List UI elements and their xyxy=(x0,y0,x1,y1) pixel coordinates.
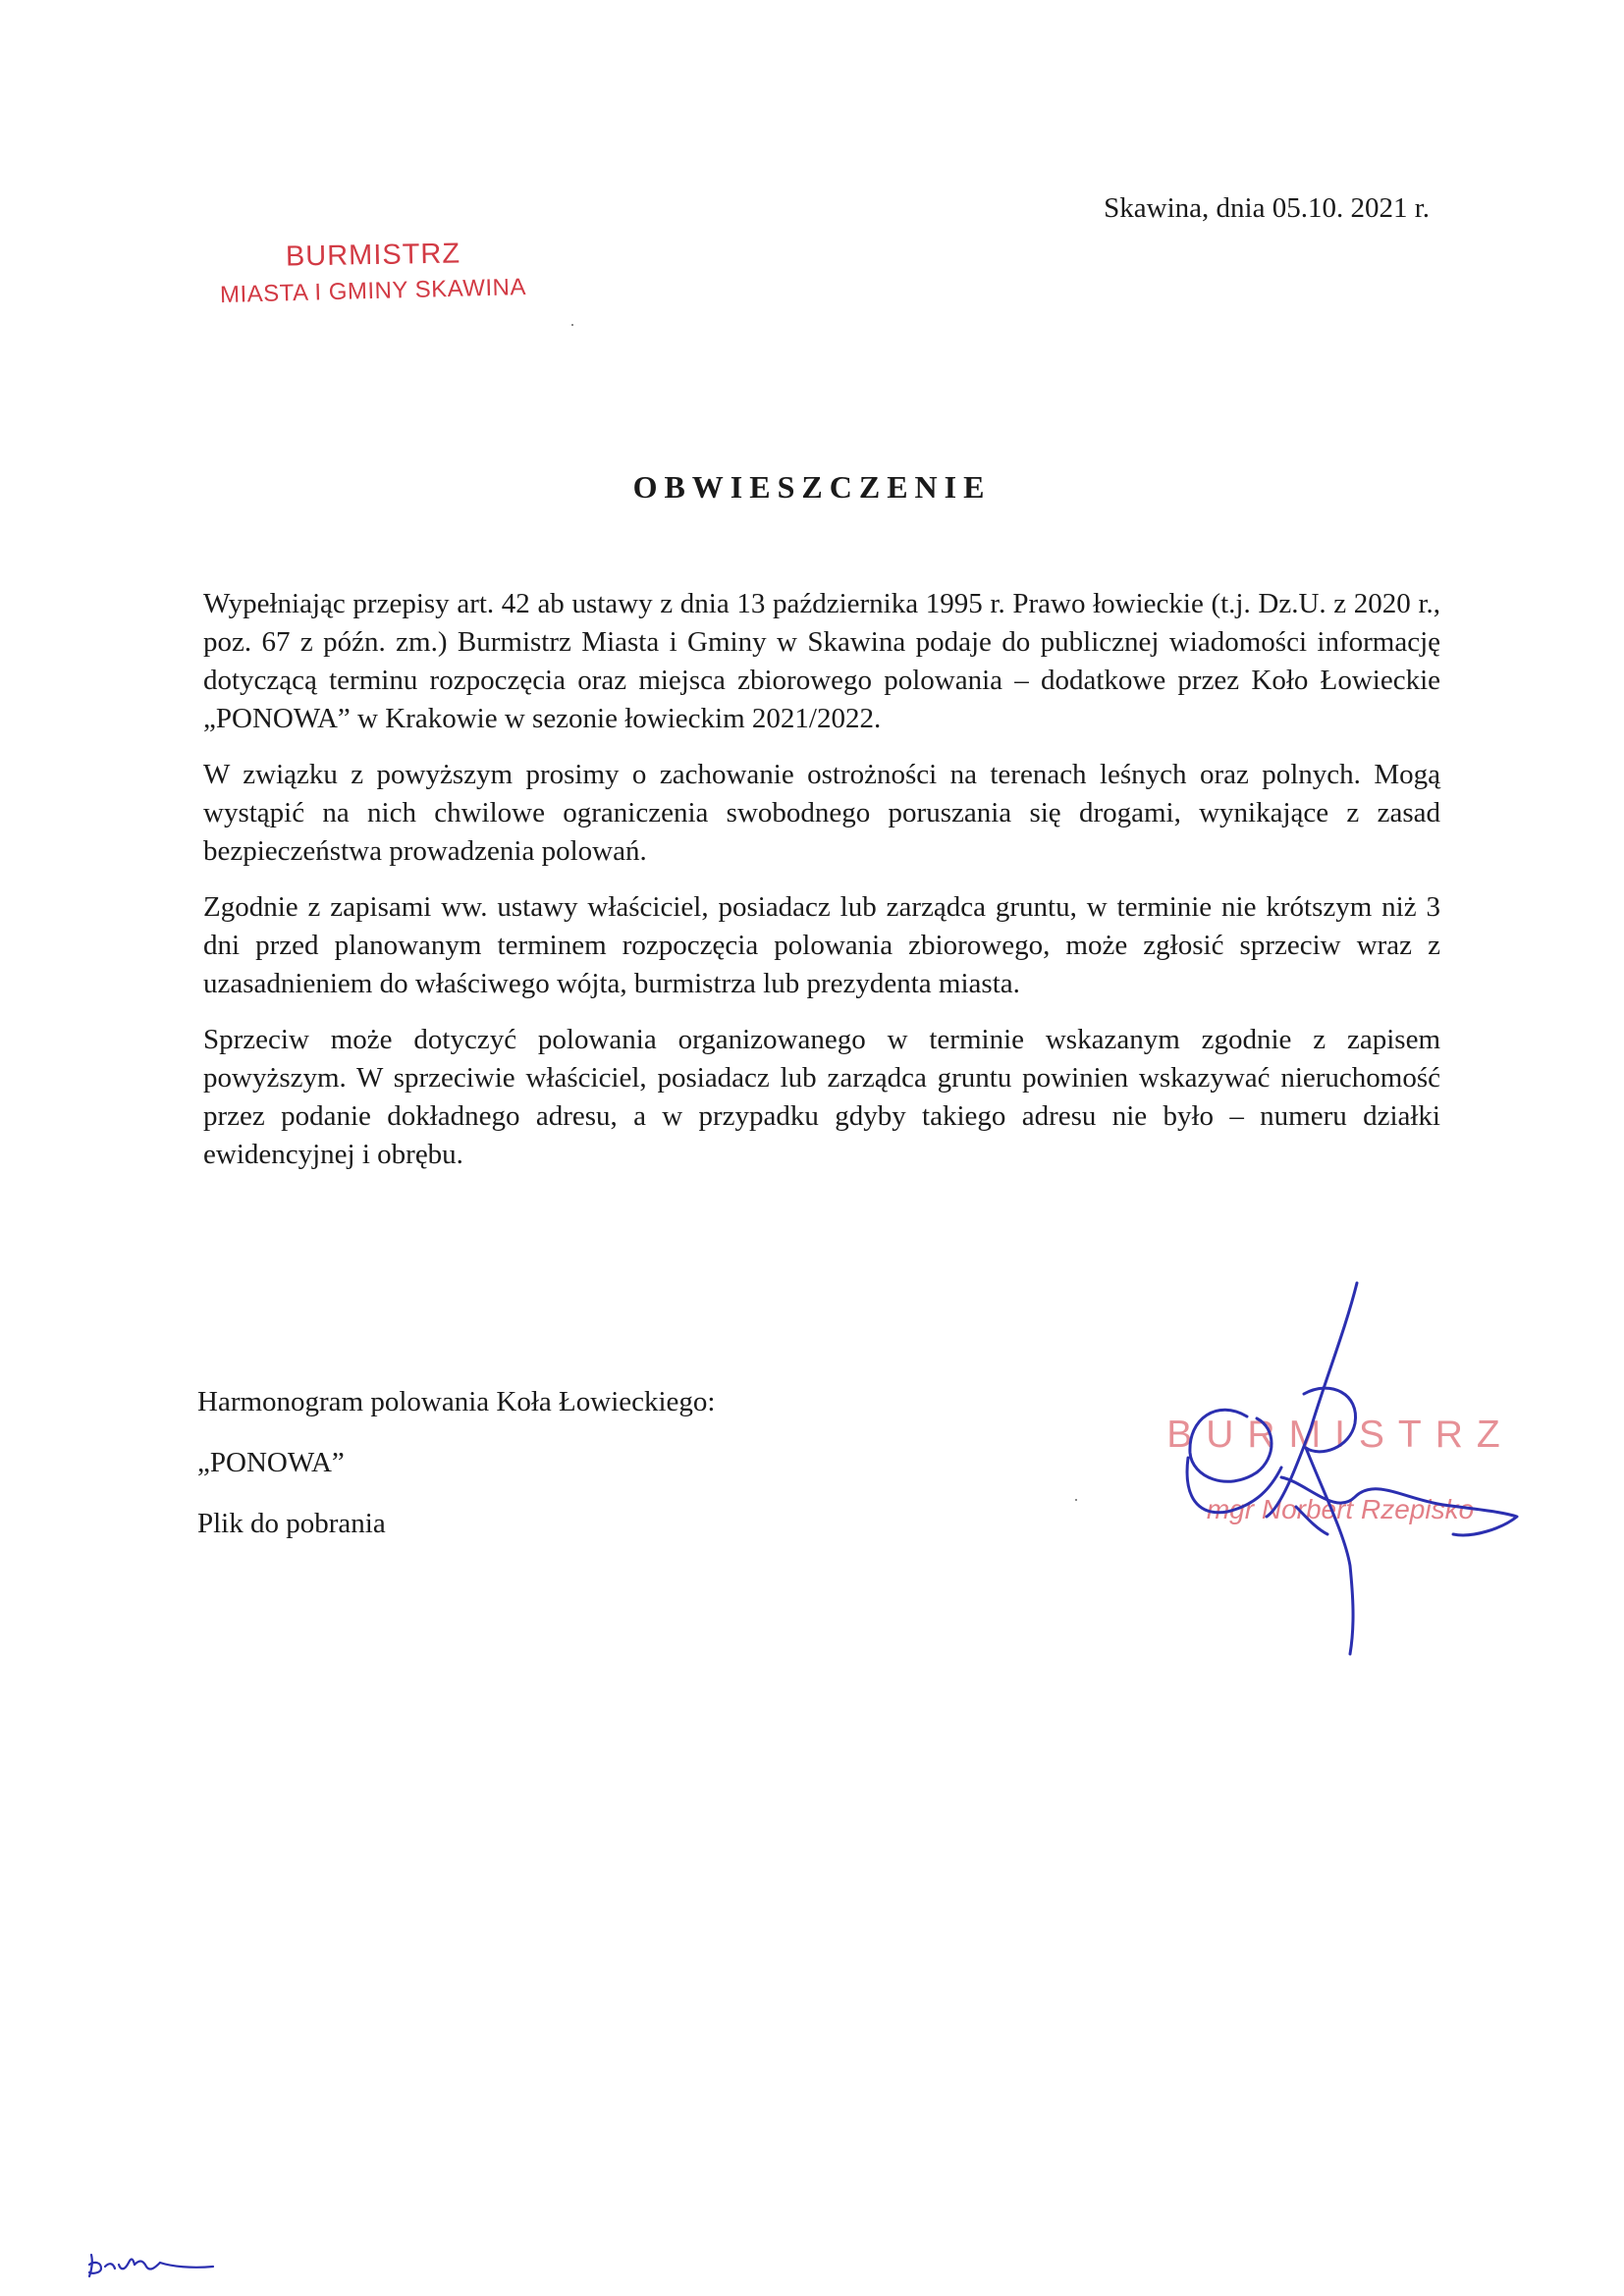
scan-speck xyxy=(571,324,573,326)
document-body xyxy=(203,585,1440,1192)
handwritten-signature xyxy=(1159,1271,1532,1674)
paragraph-caution: W związku z powyższym prosimy o zachowanie ostrożności na terenach leśnych oraz polnych. Mogą wystąpić na nich chwilowe ograniczenia swobodnego poruszania się drogami, wynikające z zasad bezpieczeństwa prowadzenia polowań. xyxy=(203,759,1440,867)
schedule-section xyxy=(197,1384,983,1567)
issuer-stamp xyxy=(157,238,589,309)
schedule-heading: Harmonogram polowania Koła Łowieckiego: xyxy=(197,1386,716,1417)
paragraph-legal-basis: Wypełniając przepisy art. 42 ab ustawy z dnia 13 października 1995 r. Prawo łowieckie (t.j. Dz.U. z 2020 r., poz. 67 z późn. zm.) Burmistrz Miasta i Gminy w Skawina podaje do publicznej wiadomości informację dotyczącą terminu rozpoczęcia oraz miejsca zbiorowego polowania – dodatkowe przez Koło Łowieckie „PONOWA” w Krakowie w sezonie łowieckim 2021/2022. xyxy=(203,588,1440,734)
mayor-stamp-role: BURMISTRZ xyxy=(1166,1414,1514,1456)
schedule-club-name: „PONOWA” xyxy=(197,1447,345,1478)
paragraph-objection-right: Zgodnie z zapisami ww. ustawy właściciel, posiadacz lub zarządca gruntu, w terminie nie krótszym niż 3 dni przed planowanym terminem rozpoczęcia polowania zbiorowego, może zgłosić sprzeciw wraz z uzasadnieniem do właściwego wójta, burmistrza lub prezydenta miasta. xyxy=(203,891,1440,999)
document-date: Skawina, dnia 05.10. 2021 r. xyxy=(1104,192,1430,224)
issuer-stamp-office: MIASTA I GMINY SKAWINA xyxy=(219,273,527,309)
mayor-stamp-name: mgr Norbert Rzepisko xyxy=(1206,1494,1475,1524)
document-title: OBWIESZCZENIE xyxy=(632,469,992,505)
handwritten-initials xyxy=(83,2243,221,2282)
download-link[interactable]: Plik do pobrania xyxy=(197,1508,386,1539)
paragraph-objection-content: Sprzeciw może dotyczyć polowania organizowanego w terminie wskazanym zgodnie z zapisem powyższym. W sprzeciwie właściciel, posiadacz lub zarządca gruntu powinien wskazywać nieruchomość przez podanie dokładnego adresu, a w przypadku gdyby takiego adresu nie było – numeru działki ewidencyjnej i obrębu. xyxy=(203,1024,1440,1170)
issuer-stamp-title: BURMISTRZ xyxy=(285,238,461,273)
scan-speck xyxy=(1075,1499,1077,1501)
